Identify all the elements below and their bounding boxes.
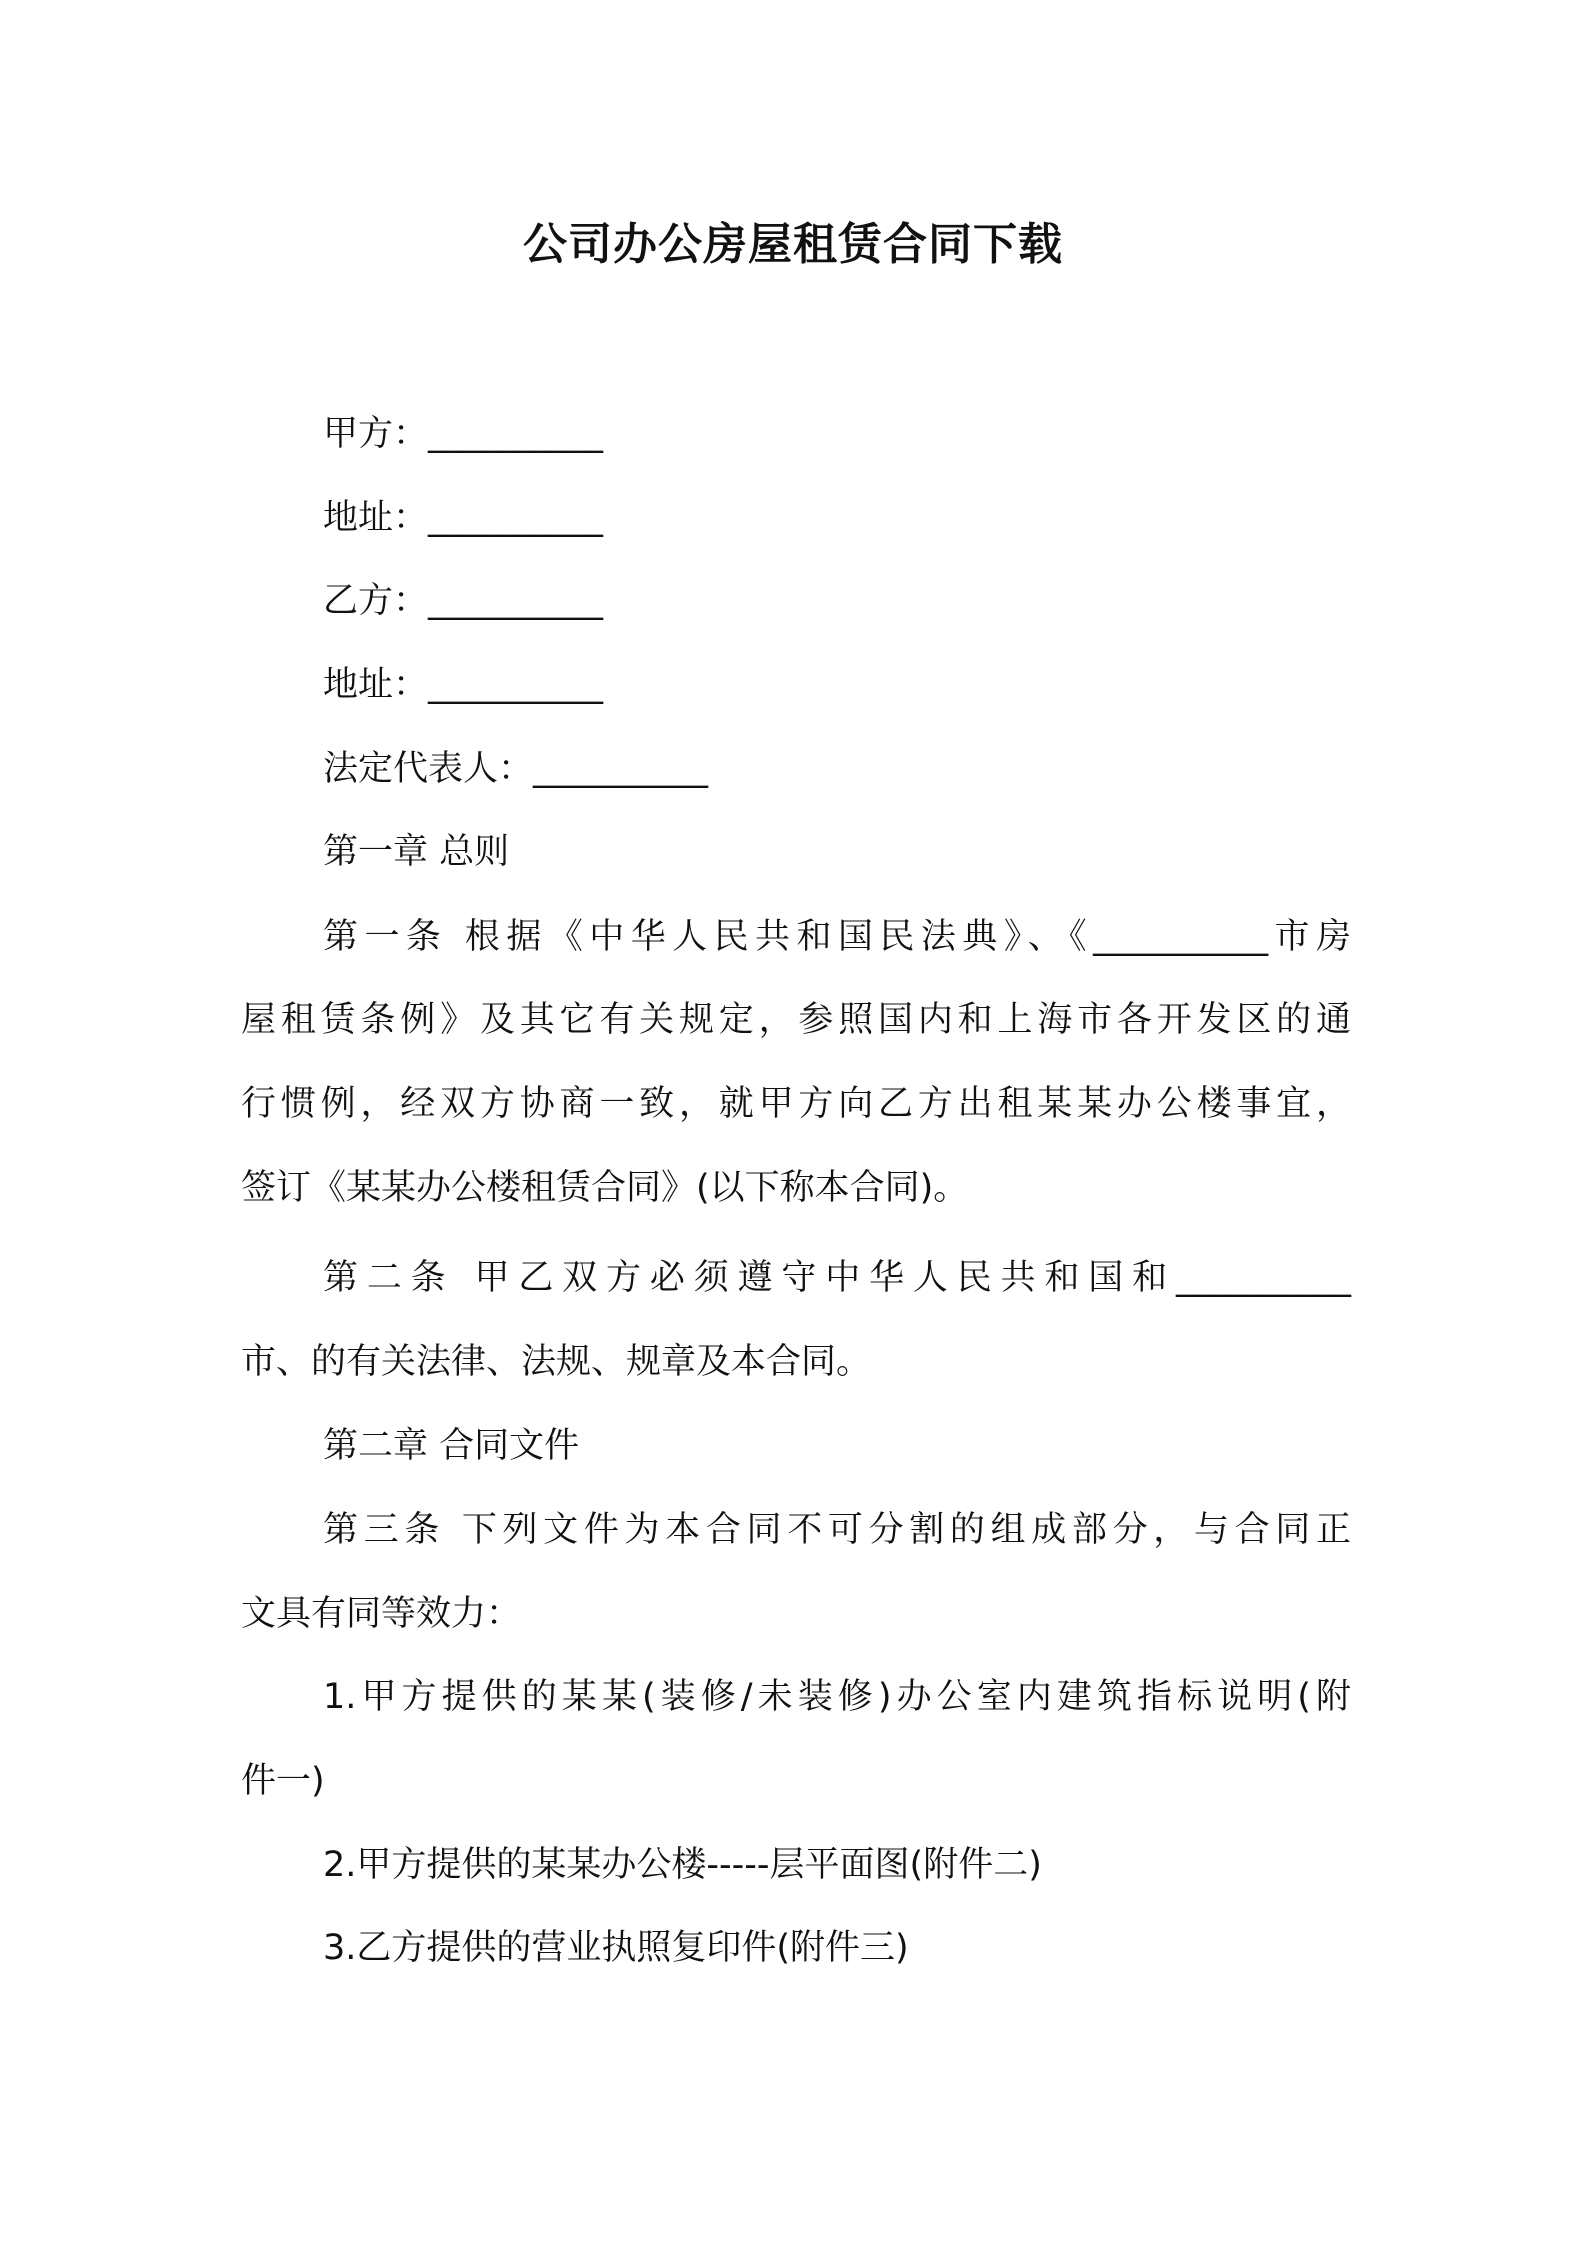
article-3-line-1: 第三条 下列文件为本合同不可分割的组成部分，与合同正 bbox=[323, 1510, 1351, 1550]
party-a-line: 甲方：__________ bbox=[323, 414, 604, 454]
article-3-line-2: 文具有同等效力： bbox=[241, 1594, 522, 1634]
article-2-line-2: 市、的有关法律、法规、规章及本合同。 bbox=[241, 1342, 872, 1382]
article-2-line-1: 第二条 甲乙双方必须遵守中华人民共和国和__________ bbox=[323, 1258, 1351, 1298]
party-a-address-line: 地址：__________ bbox=[323, 498, 604, 538]
article-1-line-1: 第一条 根据《中华人民共和国民法典》、《__________市房 bbox=[323, 917, 1351, 957]
attachment-3-line: 3.乙方提供的营业执照复印件(附件三) bbox=[323, 1928, 909, 1968]
attachment-2-line: 2.甲方提供的某某办公楼-----层平面图(附件二) bbox=[323, 1845, 1042, 1885]
article-1-line-2: 屋租赁条例》及其它有关规定，参照国内和上海市各开发区的通 bbox=[241, 1000, 1351, 1040]
document-title: 公司办公房屋租赁合同下载 bbox=[523, 219, 1063, 270]
party-b-line: 乙方：__________ bbox=[323, 581, 604, 621]
legal-representative-line: 法定代表人：__________ bbox=[323, 749, 709, 789]
attachment-1-line-1: 1.甲方提供的某某(装修/未装修)办公室内建筑指标说明(附 bbox=[323, 1677, 1351, 1717]
chapter-2-heading: 第二章 合同文件 bbox=[323, 1426, 580, 1466]
party-b-address-line: 地址：__________ bbox=[323, 665, 604, 705]
attachment-1-line-2: 件一) bbox=[241, 1761, 325, 1801]
chapter-1-heading: 第一章 总则 bbox=[323, 832, 510, 872]
article-1-line-4: 签订《某某办公楼租赁合同》(以下称本合同)。 bbox=[241, 1168, 969, 1208]
article-1-line-3: 行惯例，经双方协商一致，就甲方向乙方出租某某办公楼事宜， bbox=[241, 1084, 1351, 1124]
